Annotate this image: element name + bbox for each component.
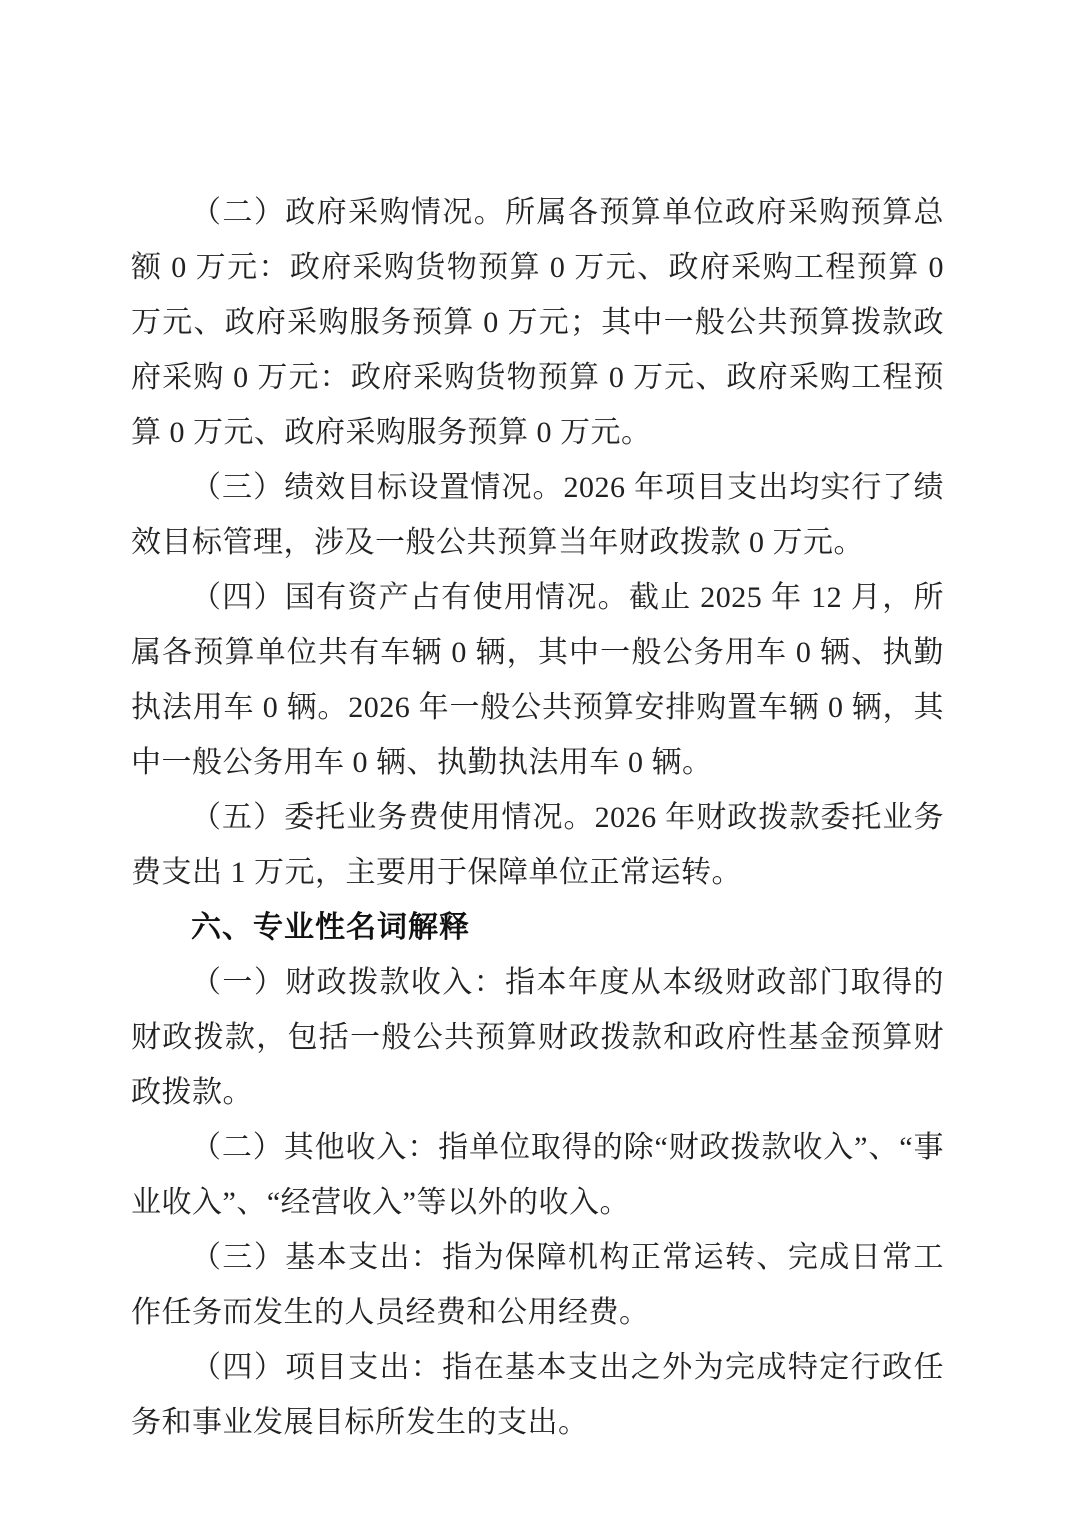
term-fiscal-appropriation-income: （一）财政拨款收入：指本年度从本级财政部门取得的财政拨款，包括一般公共预算财政拨款和政府性基金预算财政拨款。 — [131, 966, 944, 1109]
para-state-assets-usage: （四）国有资产占有使用情况。截止 2025 年 12 月，所属各预算单位共有车辆 0 辆，其中一般公务用车 0 辆、执勤执法用车 0 辆。2026 年一般公共预算安排购置车辆 0 辆，其中一般公务用车 0 辆、执勤执法用车 0 辆。 — [131, 581, 944, 779]
term-project-expenditure: （四）项目支出：指在基本支出之外为完成特定行政任务和事业发展目标所发生的支出。 — [131, 1351, 944, 1439]
term-basic-expenditure: （三）基本支出：指为保障机构正常运转、完成日常工作任务而发生的人员经费和公用经费。 — [131, 1241, 944, 1329]
para-performance-targets: （三）绩效目标设置情况。2026 年项目支出均实行了绩效目标管理，涉及一般公共预算当年财政拨款 0 万元。 — [131, 471, 944, 559]
term-other-income: （二）其他收入：指单位取得的除“财政拨款收入”、“事业收入”、“经营收入”等以外的收入。 — [131, 1131, 944, 1219]
para-entrusted-business-fee: （五）委托业务费使用情况。2026 年财政拨款委托业务费支出 1 万元，主要用于保障单位正常运转。 — [131, 801, 944, 889]
document-body — [131, 185, 944, 1450]
section-heading-terminology: 六、专业性名词解释 — [191, 911, 470, 944]
para-gov-procurement: （二）政府采购情况。所属各预算单位政府采购预算总额 0 万元：政府采购货物预算 0 万元、政府采购工程预算 0 万元、政府采购服务预算 0 万元；其中一般公共预算拨款政府采购 0 万元：政府采购货物预算 0 万元、政府采购工程预算 0 万元、政府采购服务预算 0 万元。 — [131, 196, 944, 449]
